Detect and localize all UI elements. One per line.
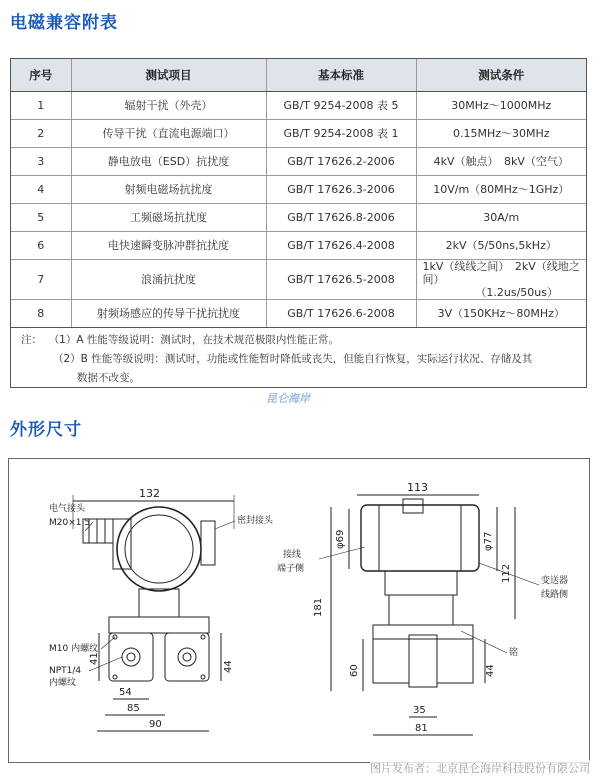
side-flange-right — [437, 639, 473, 683]
side-view — [277, 481, 568, 735]
port-right-inner — [183, 653, 191, 661]
section-title-emc: 电磁兼容附表 — [10, 13, 118, 33]
table-row — [11, 176, 586, 204]
dim-60: 60 — [349, 664, 360, 677]
label-circuit-side: 线路侧 — [541, 590, 569, 600]
table-header-row — [11, 59, 586, 92]
dimension-drawing — [9, 459, 591, 764]
bolt — [113, 675, 117, 679]
dim-44a: 44 — [223, 660, 234, 673]
dim-77: φ77 — [483, 531, 494, 551]
table-row — [11, 300, 586, 328]
brand-watermark: 昆仑海岸 — [266, 392, 310, 405]
cell-no: 5 — [11, 204, 71, 232]
table-notes — [11, 328, 586, 388]
cell-standard: GB/T 17626.3-2006 — [266, 176, 416, 204]
cell-no: 6 — [11, 232, 71, 260]
dim-69: φ69 — [335, 529, 346, 549]
cell-item: 射频电磁场抗扰度 — [71, 176, 266, 204]
header-condition: 测试条件 — [416, 59, 586, 92]
bolt — [201, 635, 205, 639]
label-terminal: 接线 — [283, 550, 302, 560]
note-b: （2）B 性能等级说明：测试时，功能或性能暂时降低或丧失，但能自行恢复，实际运行状况、存储及其 — [53, 353, 533, 365]
housing-circle — [117, 507, 201, 591]
flange-right — [165, 633, 209, 681]
note-prefix: 注： — [21, 334, 42, 346]
table-row — [11, 92, 586, 120]
side-flange-left — [373, 639, 409, 683]
cell-condition — [416, 260, 586, 300]
table-row — [11, 204, 586, 232]
dim-35: 35 — [413, 705, 426, 716]
housing-neck — [113, 519, 131, 569]
header-standard: 基本标准 — [266, 59, 416, 92]
note-a: （1）A 性能等级说明：测试时，在技术规范极限内性能正常。 — [48, 334, 339, 346]
cell-condition: 0.15MHz～30MHz — [416, 120, 586, 148]
header-item: 测试项目 — [71, 59, 266, 92]
section-title-dimensions: 外形尺寸 — [10, 420, 82, 440]
side-flange-top — [373, 625, 473, 639]
dim-41: 41 — [89, 652, 100, 665]
label-terminal-side: 端子侧 — [277, 564, 305, 574]
leader — [461, 631, 507, 653]
cell-condition: 2kV（5/50ns,5kHz） — [416, 232, 586, 260]
cell-standard: GB/T 17626.5-2008 — [266, 260, 416, 300]
leader — [215, 521, 235, 529]
cell-condition: 4kV（触点） 8kV（空气） — [416, 148, 586, 176]
cell-item: 静电放电（ESD）抗扰度 — [71, 148, 266, 176]
cell-condition: 10V/m（80MHz～1GHz） — [416, 176, 586, 204]
cell-condition: 3V（150KHz～80MHz） — [416, 300, 586, 328]
label-seal: 密封接头 — [237, 516, 274, 526]
cell-no: 3 — [11, 148, 71, 176]
cell-standard: GB/T 17626.8-2006 — [266, 204, 416, 232]
housing-cap — [201, 521, 215, 565]
dim-44b: 44 — [485, 664, 496, 677]
cell-condition-line2: （1.2us/50us） — [475, 286, 558, 299]
dim-112: 112 — [501, 563, 512, 583]
table-row — [11, 232, 586, 260]
cell-item: 传导干扰（直流电源端口） — [71, 120, 266, 148]
cell-item: 浪涌抗扰度 — [71, 260, 266, 300]
table-row — [11, 120, 586, 148]
housing-inner-circle — [125, 515, 193, 583]
note-b-cont: 数据不改变。 — [77, 372, 140, 384]
image-credit: 图片发布者：北京昆仑海岸科技股份有限公司 — [370, 762, 590, 775]
cell-no: 7 — [11, 260, 71, 300]
dim-85: 85 — [127, 703, 140, 714]
flange-top — [109, 617, 209, 633]
port-right — [178, 648, 196, 666]
label-m10: M10 内螺纹 — [49, 644, 99, 654]
dim-181: 181 — [313, 597, 324, 617]
cell-condition-line1: 1kV（线线之间） 2kV（线地之间） — [422, 260, 580, 286]
cell-standard: GB/T 17626.6-2008 — [266, 300, 416, 328]
cell-no: 1 — [11, 92, 71, 120]
cell-condition: 30MHz～1000MHz — [416, 92, 586, 120]
cell-condition: 30A/m — [416, 204, 586, 232]
cell-item: 电快速瞬变脉冲群抗扰度 — [71, 232, 266, 260]
cell-standard: GB/T 17626.2-2006 — [266, 148, 416, 176]
label-npt: NPT1/4 — [49, 666, 82, 676]
cell-item: 射频场感应的传导干扰抗扰度 — [71, 300, 266, 328]
cell-standard: GB/T 9254-2008 表 5 — [266, 92, 416, 120]
body-neck — [139, 589, 179, 617]
dimension-drawing-frame — [8, 458, 590, 763]
cell-no: 8 — [11, 300, 71, 328]
dim-90: 90 — [149, 719, 162, 730]
bolt — [201, 675, 205, 679]
leader — [101, 637, 115, 649]
cell-no: 4 — [11, 176, 71, 204]
cell-no: 2 — [11, 120, 71, 148]
port-left — [122, 648, 140, 666]
header-no: 序号 — [11, 59, 71, 92]
cell-item: 辐射干扰（外壳） — [71, 92, 266, 120]
side-sensor — [409, 635, 437, 687]
dim-54: 54 — [119, 687, 132, 698]
side-neck — [385, 571, 457, 595]
cell-item: 工频磁场抗扰度 — [71, 204, 266, 232]
note-a-line — [21, 331, 580, 350]
side-gland — [403, 499, 423, 513]
table-row — [11, 260, 586, 300]
emc-table-container — [10, 58, 587, 388]
label-gland-thread: M20×1.5 — [49, 518, 91, 528]
dim-81: 81 — [415, 723, 428, 734]
port-left-inner — [127, 653, 135, 661]
dim-113: 113 — [407, 481, 428, 494]
table-row — [11, 148, 586, 176]
flange-left — [109, 633, 153, 681]
cell-standard: GB/T 17626.4-2008 — [266, 232, 416, 260]
label-npt-thread: 内螺纹 — [49, 678, 77, 688]
dim-132: 132 — [139, 487, 160, 500]
label-circuit: 变送器 — [541, 576, 569, 586]
cell-standard: GB/T 9254-2008 表 1 — [266, 120, 416, 148]
emc-table — [11, 59, 586, 328]
label-nameplate: 铭 — [509, 648, 519, 658]
label-cable-gland: 电气接头 — [49, 504, 86, 514]
front-view — [49, 487, 274, 731]
